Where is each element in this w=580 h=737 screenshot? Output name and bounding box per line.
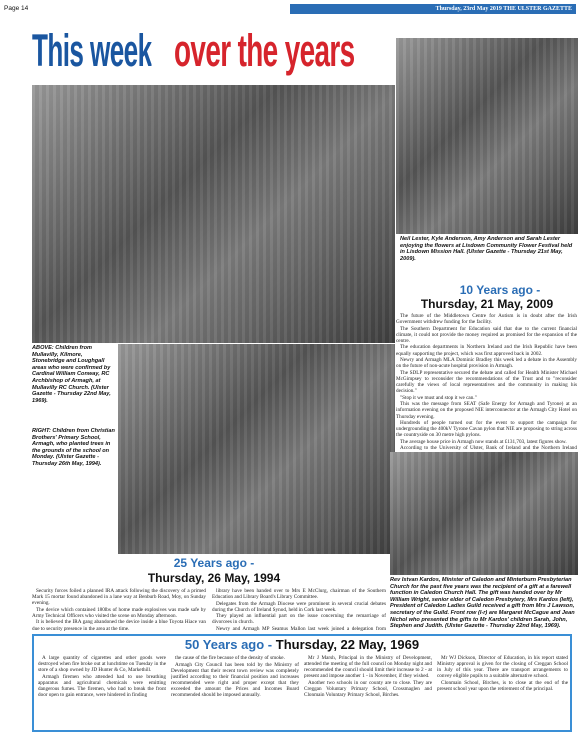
headline-part2: over the years xyxy=(174,25,355,76)
caption-presentation: Rev Istvan Kardos, Minister of Caledon and Minterburn Presbyterian Church for the past five years was the recipient of a gift at a farewell function in Caledon Church Hall. The gift was handed over by Mr William Wright, senior elder of Caledon Presbytery, Mrs Kardos (left), President of Caledon Ladies Guild received a gift from Mrs J Lawson, secretary of the Guild. Front row (l-r) are Margaret McCague and Jean Nichol who presented the gifts to Mr Kardos' children Sarah, John, Stephen and Judith. (Ulster Gazette - Thursday 22nd May, 1969). xyxy=(390,577,575,630)
top-bar xyxy=(0,0,580,17)
paragraph: Mr J Marsh, Principal in the Ministry of Development, attended the meeting of the full council on Monday night and recommended the council should limit their increase to 2 - at present and impose another 1 - in November, if they wished. xyxy=(304,655,432,680)
paragraph: Armagh City Council has been told by the Ministry of Development that their recent town review was completely justified according to their financial position and increases recommended were right and proper except that they exceeded the amount the Prices and Incomes Board recommended should be imposed annually. xyxy=(171,661,299,699)
paragraph: According to the University of Ulster, Bank of Ireland and the Northern Ireland xyxy=(400,445,577,451)
photo-confirmation xyxy=(32,85,395,343)
paragraph: Armagh firemen who attended had to use breathing apparatus and agricultural chemicals were emitting dangerous fumes. The firemen, who had to break the front door open to gain entrance, were hindered in finding xyxy=(38,673,166,699)
article-1969-col3 xyxy=(304,655,432,729)
photo-flower-festival xyxy=(396,38,578,234)
heading-10-years: 10 Years ago - xyxy=(459,283,541,297)
paragraph: The future of the Middletown Centre for Autism is in doubt after the Irish Government withdrew funding for the facility. xyxy=(396,313,577,326)
heading-1994-date: Thursday, 26 May, 1994 xyxy=(147,571,281,585)
paragraph: The average house price in Armagh now stands at £131,703, latest figures show. xyxy=(400,438,567,445)
paragraph: Another two schools in our county are to close. They are Creggan Voluntary Primary School, Crossmaglen and Clonmain Voluntary Primary School, Birches. xyxy=(304,679,432,699)
paragraph: library have been handed over to Mrs E McClurg, chairman of the Southern Education and Library Board's Library Committee. xyxy=(212,588,386,601)
paragraph: Mr WJ Dickson, Director of Education, in his report stated Ministry approval is given for the closing of Creggan School in July of this year. There are transport arrangements to convey eligible pupils to a suitable alternative school. xyxy=(437,655,568,680)
paragraph: This was the message from SEAT (Safe Energy for Armagh and Tyrone) at an information evening on the proposed NIE interconnector at the Armagh City Hotel on Thursday evening. xyxy=(396,401,577,420)
heading-2009-date: Thursday, 21 May, 2009 xyxy=(420,297,554,311)
photo-presentation xyxy=(390,452,578,575)
paragraph: Security forces foiled a planned IRA attack following the discovery of a primed Mark 15 mortar found abandoned in a lane way at Benburb Road, Moy, on Sunday evening. xyxy=(32,588,206,607)
paragraph: The device which contained 180lbs of home made explosives was made safe by Army Technical Officers who visited the scene on Monday afternoon. xyxy=(32,606,206,619)
article-1994-col2 xyxy=(212,588,386,632)
paragraph: The SDLP representative secured the debate and called for Health Minister Michael McGimpsey to reconsider the recommendations of the Trust and to "reconsider carefully the views of local representatives and the community in making his decision." xyxy=(396,369,577,395)
article-2009 xyxy=(396,313,577,451)
paragraph: Clonmain School, Birches, is to close at the end of the present school year upon the retirement of the principal. xyxy=(437,679,568,692)
photo-tree-planting xyxy=(118,344,395,554)
dateline-bar: Thursday, 23rd May 2019 THE ULSTER GAZETTE xyxy=(290,4,576,14)
paragraph: A large quantity of cigarettes and other goods were destroyed when fire broke out at lunchtime on Tuesday in the store of a shop owned by JD Hunter & Co, Markethill. xyxy=(38,655,166,674)
heading-50-years-label: 50 Years ago - xyxy=(184,637,273,652)
paragraph: They played an influential part on the issue concerning the remarriage of divorcees in church. xyxy=(212,613,386,626)
article-1994-col1 xyxy=(32,588,206,632)
caption-flower-festival: Neil Lester, Kyle Anderson, Amy Anderson and Sarah Lester enjoying the flowers at Lisdown Community Flower Festival held in Lisdown Mission Hall. (Ulster Gazette - Thursday 21st May, 2009). xyxy=(400,236,573,262)
paragraph: Delegates from the Armagh Diocese were prominent in several crucial debates during the Church of Ireland Synod, held in Cork last week. xyxy=(212,600,386,613)
page-number: Page 14 xyxy=(4,5,29,12)
article-1969-col2 xyxy=(171,655,299,729)
paragraph: It is believed the IRA gang abandoned the device inside a blue Toyota Hiace van due to security presence in the area at the time. xyxy=(32,619,206,632)
article-1969-col1 xyxy=(38,655,166,729)
paragraph: Hundreds of people turned out for the event to support the campaign for undergrounding the 400kV Tyrone Cavan pylon that NIE are proposing to string across the countryside on 30 metre high pylons. xyxy=(396,420,577,439)
caption-tree-planting: RIGHT: Children from Christian Brothers' Primary School, Armagh, who planted trees in the grounds of the school on Monday. (Ulster Gazette - Thursday 26th May, 1994). xyxy=(32,428,115,467)
paragraph: The Southern Department for Education said that due to the current financial climate, it could not provide the money required as promised for the expansion of the centre. xyxy=(396,325,577,344)
headline-part1: This week xyxy=(32,25,152,76)
paragraph: "Stop it we must and stop it we can." xyxy=(400,394,477,401)
paragraph: Newry and Armagh MP Seamus Mallon last week joined a delegation from xyxy=(216,626,386,632)
heading-25-years: 25 Years ago - xyxy=(173,556,255,570)
paragraph: The education departments in Northern Ireland and the Irish Republic have been equally supporting the project, which was first approved back in 2002. xyxy=(396,344,577,357)
article-1969-col4 xyxy=(437,655,568,729)
caption-confirmation: ABOVE: Children from Mullavilly, Kilmore, Stonebridge and Loughgall areas who were confirmed by Cardinal William Conway, RC Archbishop of Armagh, at Mullavilly RC Church. (Ulster Gazette - Thursday 22nd May, 1969). xyxy=(32,345,111,404)
heading-50-years xyxy=(36,637,568,653)
paragraph: the cause of the fire because of the density of smoke. xyxy=(175,655,285,661)
paragraph: Newry and Armagh MLA Dominic Bradley this week led a debate in the Assembly on the future of non-acute hospital provision in Armagh. xyxy=(396,357,577,370)
heading-1969-date: Thursday, 22 May, 1969 xyxy=(275,637,420,652)
